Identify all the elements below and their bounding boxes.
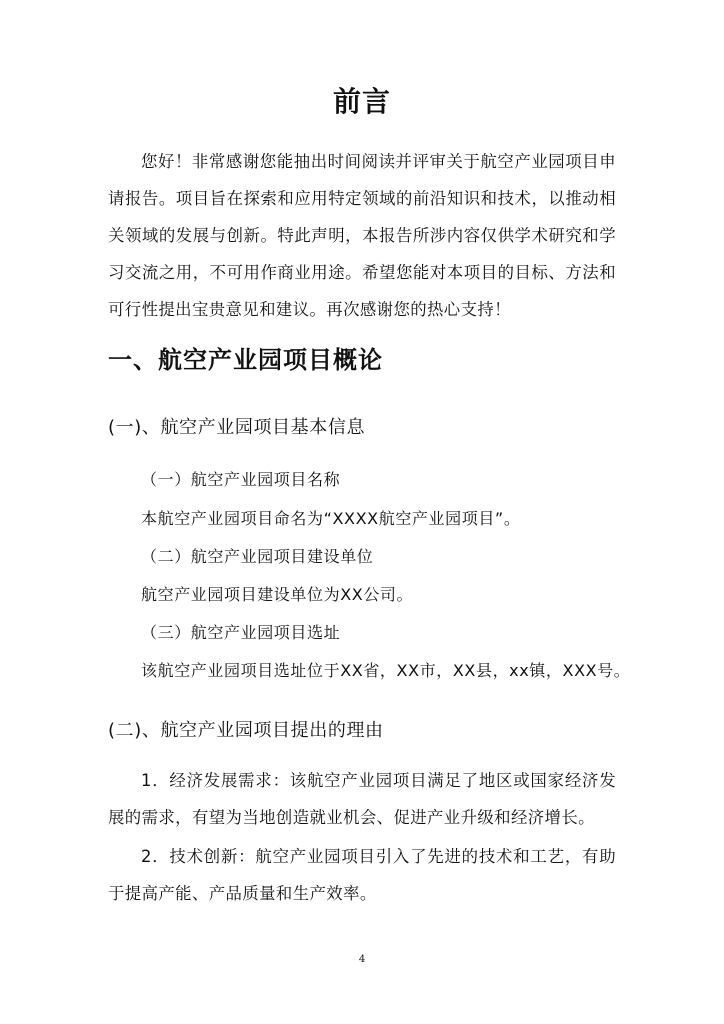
- section-heading-basic-info: (一)、航空产业园项目基本信息: [108, 417, 366, 438]
- item-body-project-name: 本航空产业园项目命名为“XXXX航空产业园项目”。: [141, 509, 521, 528]
- preface-title: 前言: [332, 85, 391, 118]
- chapter-heading: 一、航空产业园项目概论: [108, 346, 383, 374]
- item-title-project-name: （一）航空产业园项目名称: [141, 470, 341, 489]
- item-title-site: （三）航空产业园项目选址: [141, 623, 341, 642]
- reason-point-economic: 1．经济发展需求：该航空产业园项目满足了地区或国家经济发展的需求，有望为当地创造就业机会、促进产业升级和经济增长。: [108, 771, 616, 827]
- item-title-construction-unit: （二）航空产业园项目建设单位: [141, 547, 374, 566]
- page-number: 4: [358, 954, 366, 965]
- section-heading-reasons: (二)、航空产业园项目提出的理由: [108, 720, 384, 741]
- reason-point-technology: 2．技术创新：航空产业园项目引入了先进的技术和工艺，有助于提高产能、产品质量和生产效率。: [108, 847, 616, 903]
- item-body-construction-unit: 航空产业园项目建设单位为XX公司。: [141, 585, 414, 604]
- preface-body: 您好！非常感谢您能抽出时间阅读并评审关于航空产业园项目申请报告。项目旨在探索和应用特定领域的前沿知识和技术，以推动相关领域的发展与创新。特此声明，本报告所涉内容仅供学术研究和学习交流之用，不可用作商业用途。希望您能对本项目的目标、方法和可行性提出宝贵意见和建议。再次感谢您的热心支持！: [108, 152, 616, 319]
- item-body-site: 该航空产业园项目选址位于XX省，XX市，XX县，xx镇，XXX号。: [141, 661, 631, 680]
